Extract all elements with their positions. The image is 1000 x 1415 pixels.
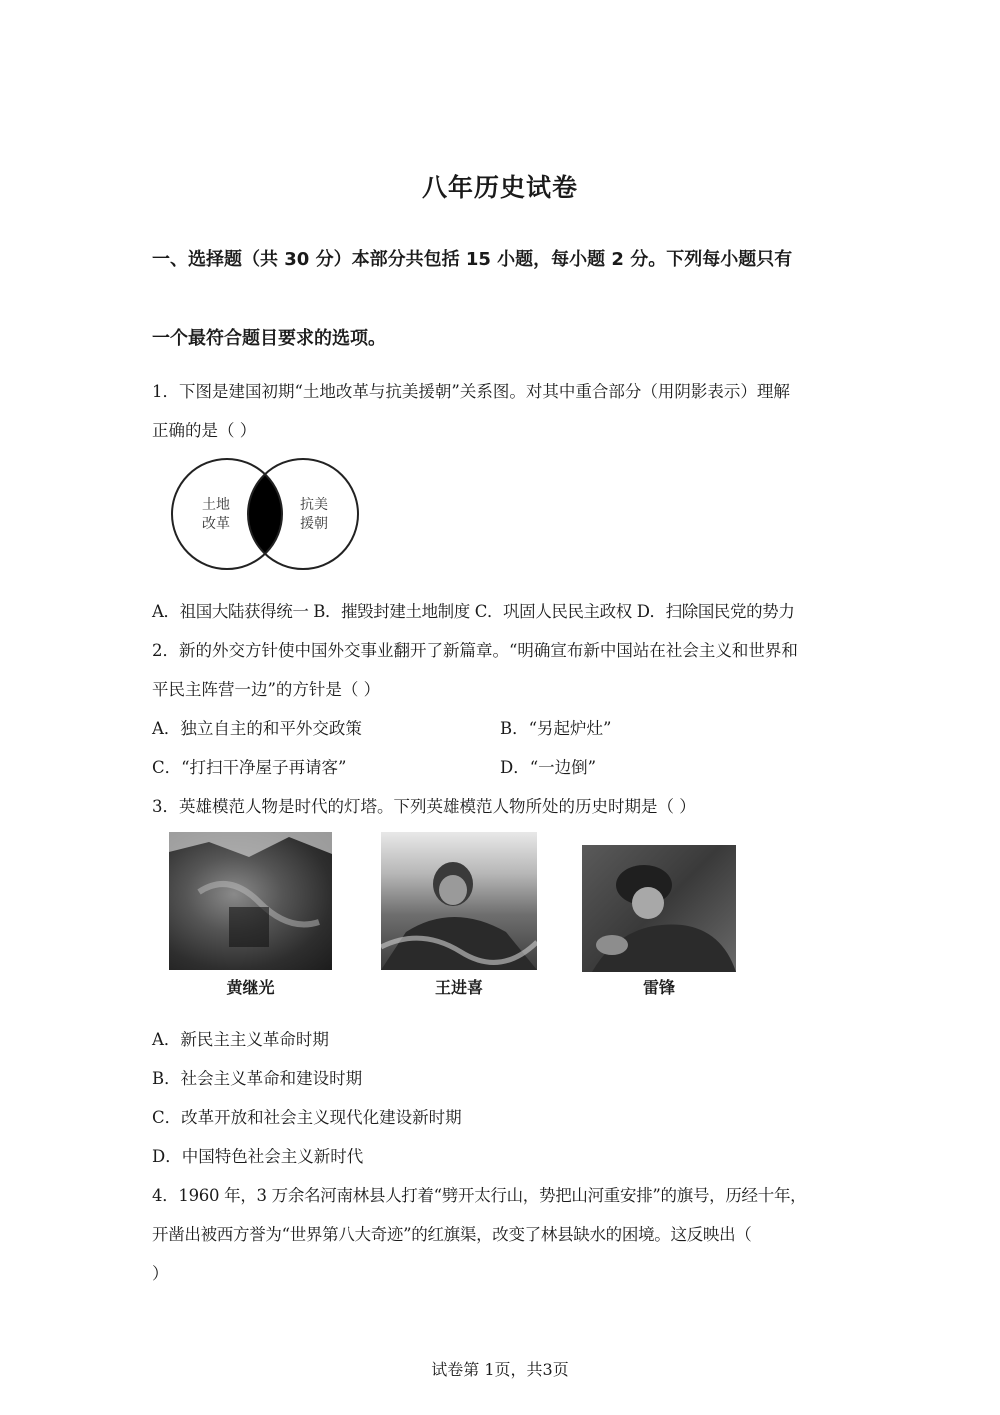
- q4-stem-line-1: 4．1960 年，3 万余名河南林县人打着“劈开太行山，势把山河重安排”的旗号，历经十年，: [152, 1186, 807, 1205]
- page-title: 八年历史试卷: [421, 173, 578, 202]
- q2-stem-line-1: 2．新的外交方针使中国外交事业翻开了新篇章。“明确宣布新中国站在社会主义和世界和: [152, 641, 798, 660]
- photo-huang-jiguang: [169, 832, 332, 970]
- section-heading-line-2: 一个最符合题目要求的选项。: [152, 328, 386, 349]
- caption-huang-jiguang: 黄继光: [226, 978, 275, 997]
- q4-stem-line-2: 开凿出被西方誉为“世界第八大奇迹”的红旗渠，改变了林县缺水的困境。这反映出（: [152, 1225, 752, 1244]
- photo-lei-feng: [582, 845, 736, 972]
- page-footer: 试卷第 1页，共3页: [431, 1360, 569, 1379]
- q2-option-c: C．“打扫干净屋子再请客”: [152, 758, 347, 777]
- q3-stem: 3．英雄模范人物是时代的灯塔。下列英雄模范人物所处的历史时期是（ ）: [152, 797, 696, 816]
- q2-stem-line-2: 平民主阵营一边”的方针是（ ）: [152, 680, 381, 699]
- q4-stem-line-3: ）: [152, 1264, 169, 1283]
- q3-option-b: B．社会主义革命和建设时期: [152, 1069, 363, 1088]
- venn-right-label-2: 援朝: [300, 516, 328, 532]
- venn-left-label-2: 改革: [202, 516, 230, 532]
- q1-stem-line-2: 正确的是（ ）: [152, 421, 257, 440]
- photo-wang-jinxi: [381, 832, 537, 970]
- venn-left-label-1: 土地: [202, 497, 230, 513]
- q3-option-a: A．新民主主义革命时期: [152, 1030, 329, 1049]
- venn-right-label-1: 抗美: [300, 497, 328, 513]
- caption-wang-jinxi: 王进喜: [434, 978, 483, 997]
- venn-diagram: [168, 455, 363, 573]
- q1-stem-line-1: 1．下图是建国初期“土地改革与抗美援朝”关系图。对其中重合部分（用阴影表示）理解: [152, 382, 790, 401]
- q3-option-d: D．中国特色社会主义新时代: [152, 1147, 364, 1166]
- section-heading-line-1: 一、选择题（共 30 分）本部分共包括 15 小题，每小题 2 分。下列每小题只有: [152, 249, 793, 270]
- caption-lei-feng: 雷锋: [642, 978, 675, 997]
- q1-options: A．祖国大陆获得统一 B．摧毁封建土地制度 C．巩固人民民主政权 D．扫除国民党的势力: [152, 602, 795, 621]
- q2-option-a: A．独立自主的和平外交政策: [152, 719, 362, 738]
- q2-option-b: B．“另起炉灶”: [500, 719, 612, 738]
- q3-option-c: C．改革开放和社会主义现代化建设新时期: [152, 1108, 462, 1127]
- q2-option-d: D．“一边倒”: [500, 758, 597, 777]
